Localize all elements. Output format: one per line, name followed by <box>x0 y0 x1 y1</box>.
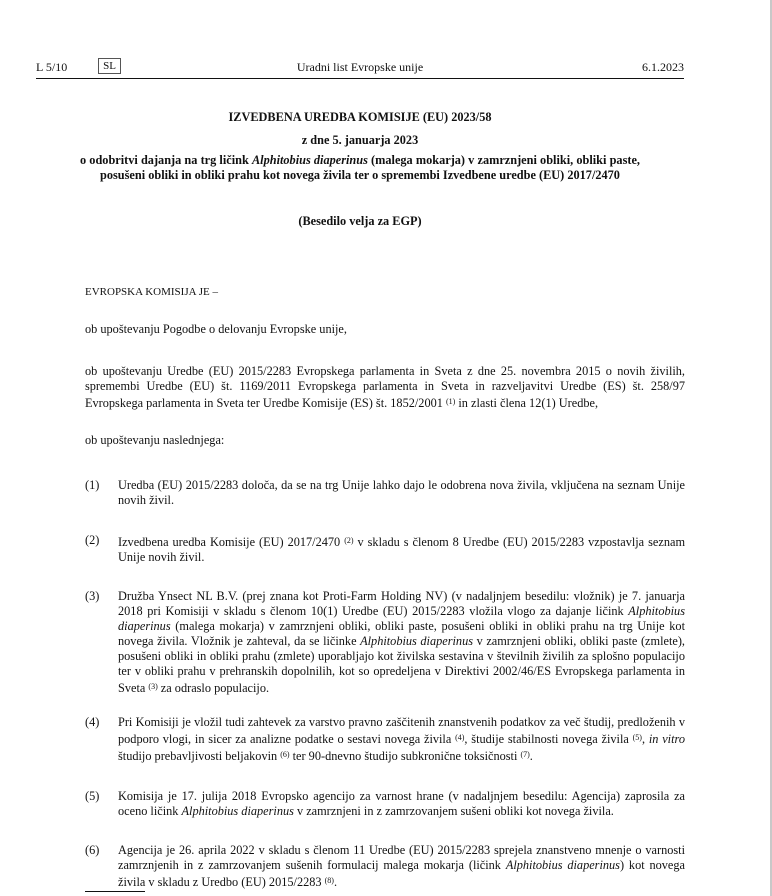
species-name: Alphitobius diaperinus <box>181 804 294 818</box>
text-run: ) kot novega živila v skladu z Uredbo (EU) 2015/2283 <box>118 858 686 889</box>
publication-date: 6.1.2023 <box>642 60 684 74</box>
language-badge: SL <box>98 58 121 74</box>
species-name: Alphitobius diaperinus <box>251 153 368 167</box>
recital-text <box>118 478 685 508</box>
eea-relevance-note: (Besedilo velja za EGP) <box>298 214 422 228</box>
page-header <box>36 60 684 78</box>
text-run: Pri Komisiji je vložil tudi zahtevek za varstvo pravno zaščitenih znanstvenih podatkov za več študij, predloženih v podporo vlogi, in sicer za analizne podatke o sestavi novega živila <box>118 715 685 746</box>
text-run: Izvedbena uredba Komisije (EU) 2017/2470 <box>118 535 345 549</box>
whereas-intro: ob upoštevanju naslednjega: <box>85 433 225 447</box>
recital-text <box>118 533 685 565</box>
species-name: Alphitobius diaperinus <box>118 604 685 633</box>
recital-number: (6) <box>85 843 100 857</box>
recital <box>85 715 685 764</box>
regulation-title: IZVEDBENA UREDBA KOMISIJE (EU) 2023/58 <box>228 110 492 124</box>
regulation-subject: o odobritvi dajanja na trg ličink Alphitobius diaperinus (malega mokarja) v zamrznjeni obliki, obliki paste, posušeni obliki in obliki prahu kot novega živila ter o spremembi Izvedbene uredbe (EU) 2017/2470 <box>80 153 640 182</box>
header-divider <box>36 78 684 79</box>
footnote-ref[interactable]: (7) <box>520 750 530 759</box>
text-run: Agencija je 26. aprila 2022 v skladu s členom 11 Uredbe (EU) 2015/2283 sprejela znanstveno mnenje o varnosti zamrznjenih in z zamrzovanjem sušenih formulacij malega mokarja (ličink <box>118 843 685 872</box>
recital-text <box>118 589 685 696</box>
recital <box>85 589 685 696</box>
text-run: v zamrznjeni in z zamrzovanjem sušeni obliki kot novega živila. <box>293 804 614 818</box>
text-run: Družba Ynsect NL B.V. (prej znana kot Proti-Farm Holding NV) (v nadaljnjem besedilu: vložnik) je 7. januarja 2018 pri Komisiji v skladu s členom 10(1) Uredbe (EU) 2015/2283 vložila vlogo za dajanje ličink <box>118 589 685 618</box>
footnote-ref[interactable]: (8) <box>324 876 334 885</box>
text-run: , študije stabilnosti novega živila <box>464 732 633 746</box>
text-run: za odraslo populacijo. <box>157 681 270 695</box>
citation-treaty: ob upoštevanju Pogodbe o delovanju Evropske unije, <box>85 322 347 336</box>
text-run: . <box>333 875 338 889</box>
text-run: . <box>529 749 533 763</box>
text-run: študijo prebavljivosti beljakovin <box>118 749 281 763</box>
journal-title: Uradni list Evropske unije <box>296 60 424 74</box>
recital-number: (4) <box>85 715 100 729</box>
recital <box>85 478 685 508</box>
text-run: ter 90-dnevno študijo subkronične toksičnosti <box>289 749 521 763</box>
footnote-divider <box>85 891 145 892</box>
page-reference: L 5/10 <box>36 60 68 74</box>
footnote-ref[interactable]: (1) <box>445 397 456 406</box>
text-run: v zamrznjeni obliki, obliki paste (zmlete), posušeni obliki in obliki prahu (zmlete) uporabljajo kot živilska sestavina v številnih živilih za splošno populacijo ter v obliki prahu v prehranskih dopolnilih, kot so opredeljena v Direktivi 2002/46/ES Evropskega parlamenta in Sveta <box>118 634 686 695</box>
citation-regulation: ob upoštevanju Uredbe (EU) 2015/2283 Evropskega parlamenta in Sveta z dne 25. novembra 2015 o novih živilih, spremembi Uredbe (EU) št. 1169/2011 Evropskega parlamenta in Sveta in razveljavitvi Uredbe (ES) št. 258/97 Evropskega parlamenta in Sveta ter Uredbe Komisije (ES) št. 1852/2001 $^{(1)}$ in zlasti člena 12(1) Uredbe, <box>85 364 685 410</box>
recital-number: (1) <box>85 478 100 492</box>
text-run: , <box>641 732 649 746</box>
species-name: Alphitobius diaperinus <box>505 858 620 872</box>
species-name: in vitro <box>648 732 685 746</box>
text-run: Uredba (EU) 2015/2283 določa, da se na trg Unije lahko dajo le odobrena nova živila, vključena na seznam Unije novih živil. <box>118 478 685 507</box>
recital-text <box>118 715 685 764</box>
recital-number: (3) <box>85 589 100 603</box>
footnote-ref[interactable]: (4) <box>455 733 465 742</box>
recital <box>85 843 685 890</box>
text-run: Komisija je 17. julija 2018 Evropsko agencijo za varnost hrane (v nadaljnjem besedilu: Agencija) zaprosila za oceno ličink <box>118 789 685 818</box>
recital-text <box>118 789 685 819</box>
footnote-ref[interactable]: (6) <box>280 750 290 759</box>
footnote-ref[interactable]: (2) <box>344 536 354 545</box>
recital-text <box>118 843 685 890</box>
commission-heading: EVROPSKA KOMISIJA JE – <box>85 286 218 298</box>
recital <box>85 789 685 819</box>
recital-number: (5) <box>85 789 100 803</box>
recital <box>85 533 685 565</box>
footnote-ref[interactable]: (5) <box>632 733 642 742</box>
text-run: v skladu s členom 8 Uredbe (EU) 2015/2283 vzpostavlja seznam Unije novih živil. <box>118 535 686 564</box>
recital-number: (2) <box>85 533 100 547</box>
text-run: (malega mokarja) v zamrznjeni obliki, obliki paste, posušeni obliki in obliki prahu na trg Unije kot novega živila. Vložnik je zahteval, da se ličinke <box>118 619 685 648</box>
regulation-date: z dne 5. januarja 2023 <box>301 133 419 147</box>
footnote-ref[interactable]: (3) <box>148 682 158 691</box>
species-name: Alphitobius diaperinus <box>360 634 474 648</box>
